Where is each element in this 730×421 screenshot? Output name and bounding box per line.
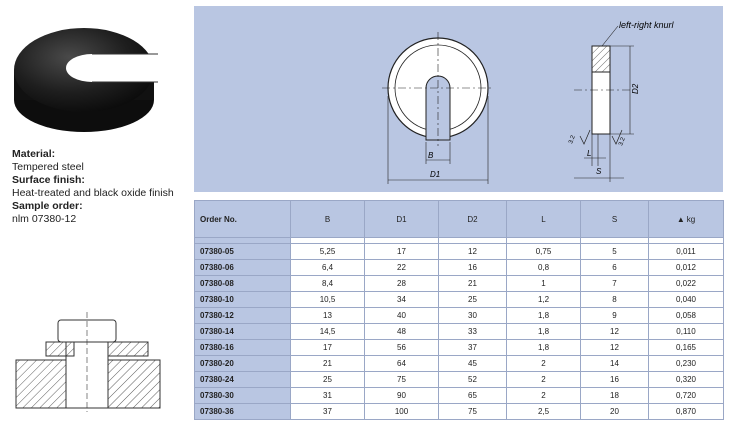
table-row bbox=[195, 324, 724, 340]
material-info bbox=[12, 148, 192, 226]
dim-s-label: S bbox=[596, 167, 602, 176]
order-number-cell: 07380-05 bbox=[195, 244, 291, 260]
table-cell: 2 bbox=[507, 356, 581, 372]
table-cell: 0,058 bbox=[649, 308, 724, 324]
table-cell: 0,012 bbox=[649, 260, 724, 276]
table-cell: 75 bbox=[439, 404, 507, 420]
table-cell: 37 bbox=[291, 404, 365, 420]
table-cell: 12 bbox=[581, 324, 649, 340]
table-cell: 17 bbox=[365, 244, 439, 260]
table-cell: 22 bbox=[365, 260, 439, 276]
order-number-cell: 07380-06 bbox=[195, 260, 291, 276]
table-cell: 0,8 bbox=[507, 260, 581, 276]
table-cell: 33 bbox=[439, 324, 507, 340]
table-cell: 16 bbox=[439, 260, 507, 276]
table-row bbox=[195, 276, 724, 292]
col-weight-label: kg bbox=[686, 214, 696, 224]
table-cell: 30 bbox=[439, 308, 507, 324]
table-row bbox=[195, 260, 724, 276]
table-cell: 0,022 bbox=[649, 276, 724, 292]
table-cell: 20 bbox=[581, 404, 649, 420]
table-cell: 8 bbox=[581, 292, 649, 308]
table-cell: 0,230 bbox=[649, 356, 724, 372]
col-d1: D1 bbox=[365, 201, 439, 238]
table-cell: 34 bbox=[365, 292, 439, 308]
table-cell: 8,4 bbox=[291, 276, 365, 292]
table-cell: 75 bbox=[365, 372, 439, 388]
table-cell: 48 bbox=[365, 324, 439, 340]
order-number-cell: 07380-16 bbox=[195, 340, 291, 356]
order-number-cell: 07380-12 bbox=[195, 308, 291, 324]
table-cell: 1,8 bbox=[507, 308, 581, 324]
order-number-cell: 07380-20 bbox=[195, 356, 291, 372]
table-cell: 0,040 bbox=[649, 292, 724, 308]
table-cell: 2,5 bbox=[507, 404, 581, 420]
order-number-cell: 07380-24 bbox=[195, 372, 291, 388]
table-cell: 17 bbox=[291, 340, 365, 356]
side-view bbox=[568, 20, 674, 182]
table-row bbox=[195, 340, 724, 356]
table-cell: 2 bbox=[507, 388, 581, 404]
table-cell: 0,165 bbox=[649, 340, 724, 356]
technical-drawing bbox=[194, 6, 723, 192]
table-cell: 21 bbox=[439, 276, 507, 292]
table-cell: 0,75 bbox=[507, 244, 581, 260]
table-cell: 25 bbox=[439, 292, 507, 308]
roughness-2: 3.2 bbox=[618, 136, 627, 147]
material-label: Material: bbox=[12, 148, 56, 160]
table-cell: 0,320 bbox=[649, 372, 724, 388]
table-cell: 45 bbox=[439, 356, 507, 372]
col-l: L bbox=[507, 201, 581, 238]
table-row bbox=[195, 356, 724, 372]
table-cell: 14,5 bbox=[291, 324, 365, 340]
table-cell: 13 bbox=[291, 308, 365, 324]
assembly-drawing bbox=[8, 312, 168, 412]
table-cell: 1,8 bbox=[507, 340, 581, 356]
table-cell: 90 bbox=[365, 388, 439, 404]
col-order-no: Order No. bbox=[195, 201, 291, 238]
table-cell: 28 bbox=[365, 276, 439, 292]
order-number-cell: 07380-14 bbox=[195, 324, 291, 340]
table-cell: 12 bbox=[581, 340, 649, 356]
table-cell: 31 bbox=[291, 388, 365, 404]
table-cell: 0,720 bbox=[649, 388, 724, 404]
dim-d1-label: D1 bbox=[430, 170, 441, 179]
table-cell: 1 bbox=[507, 276, 581, 292]
table-row bbox=[195, 292, 724, 308]
col-weight bbox=[649, 201, 724, 238]
table-cell: 5 bbox=[581, 244, 649, 260]
table-cell: 64 bbox=[365, 356, 439, 372]
order-number-cell: 07380-36 bbox=[195, 404, 291, 420]
dim-d2-label: D2 bbox=[631, 83, 640, 94]
table-cell: 40 bbox=[365, 308, 439, 324]
table-cell: 0,110 bbox=[649, 324, 724, 340]
knurl-label: left-right knurl bbox=[619, 20, 674, 30]
table-cell: 0,870 bbox=[649, 404, 724, 420]
order-number-cell: 07380-10 bbox=[195, 292, 291, 308]
table-row bbox=[195, 404, 724, 420]
col-d2: D2 bbox=[439, 201, 507, 238]
dim-l-label: L bbox=[587, 149, 592, 158]
table-cell: 100 bbox=[365, 404, 439, 420]
surface-finish-label: Surface finish: bbox=[12, 174, 85, 186]
material-value: Tempered steel bbox=[12, 161, 84, 173]
table-row bbox=[195, 308, 724, 324]
table-cell: 56 bbox=[365, 340, 439, 356]
table-cell: 16 bbox=[581, 372, 649, 388]
table-cell: 65 bbox=[439, 388, 507, 404]
table-row bbox=[195, 372, 724, 388]
dim-b-label: B bbox=[428, 151, 434, 160]
table-cell: 0,011 bbox=[649, 244, 724, 260]
table-cell: 52 bbox=[439, 372, 507, 388]
table-cell: 9 bbox=[581, 308, 649, 324]
table-cell: 14 bbox=[581, 356, 649, 372]
table-cell: 18 bbox=[581, 388, 649, 404]
order-number-cell: 07380-30 bbox=[195, 388, 291, 404]
table-cell: 10,5 bbox=[291, 292, 365, 308]
table-cell: 2 bbox=[507, 372, 581, 388]
table-cell: 6,4 bbox=[291, 260, 365, 276]
sample-order-label: Sample order: bbox=[12, 200, 83, 212]
spec-table bbox=[194, 200, 724, 420]
table-cell: 5,25 bbox=[291, 244, 365, 260]
table-cell: 7 bbox=[581, 276, 649, 292]
table-cell: 1,2 bbox=[507, 292, 581, 308]
table-cell: 1,8 bbox=[507, 324, 581, 340]
table-cell: 12 bbox=[439, 244, 507, 260]
table-header-row bbox=[195, 201, 724, 238]
sample-order-value: nlm 07380-12 bbox=[12, 213, 77, 225]
product-photo bbox=[8, 8, 158, 140]
table-cell: 25 bbox=[291, 372, 365, 388]
roughness-1: 3.2 bbox=[568, 134, 577, 145]
col-s: S bbox=[581, 201, 649, 238]
table-cell: 6 bbox=[581, 260, 649, 276]
front-view bbox=[382, 32, 494, 184]
table-cell: 37 bbox=[439, 340, 507, 356]
table-cell: 21 bbox=[291, 356, 365, 372]
table-row bbox=[195, 388, 724, 404]
table-row bbox=[195, 244, 724, 260]
order-number-cell: 07380-08 bbox=[195, 276, 291, 292]
weight-icon: ▲ bbox=[676, 214, 685, 224]
col-b: B bbox=[291, 201, 365, 238]
surface-finish-value: Heat-treated and black oxide finish bbox=[12, 187, 174, 199]
